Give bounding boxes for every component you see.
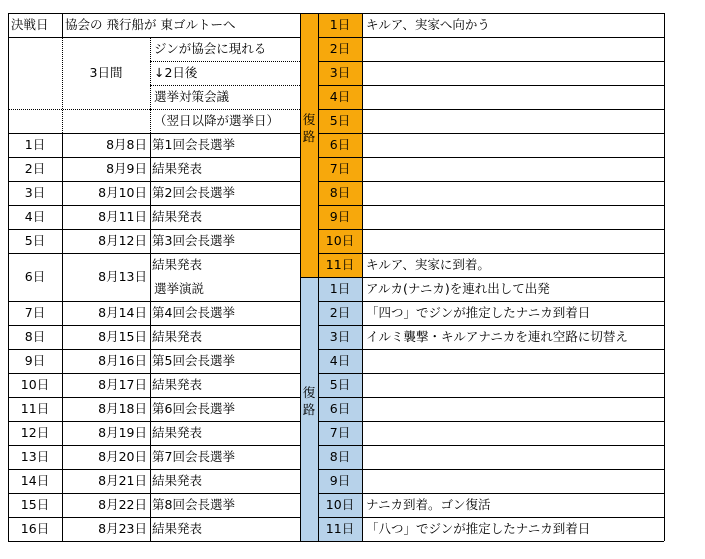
return-note bbox=[362, 349, 664, 373]
grid-line bbox=[362, 517, 664, 518]
date-label: 8月20日 bbox=[98, 448, 147, 464]
grid-line bbox=[318, 421, 362, 422]
outbound-day: 6日 bbox=[329, 136, 351, 152]
grid-line bbox=[664, 13, 665, 541]
grid-line bbox=[362, 61, 664, 62]
outbound-day: 8日 bbox=[329, 184, 351, 200]
grid-line bbox=[318, 61, 362, 62]
event-label: 第7回会長選挙 bbox=[152, 448, 235, 464]
grid-line bbox=[8, 517, 62, 518]
return-note bbox=[362, 421, 664, 445]
day-label: 15日 bbox=[20, 496, 50, 512]
grid-line bbox=[62, 181, 150, 182]
return-note: イルミ襲撃・キルアナニカを連れ空路に切替え bbox=[366, 328, 628, 344]
return-note bbox=[362, 397, 664, 421]
header-title: 協会の 飛行船が 東ゴルトーへ bbox=[65, 16, 236, 32]
day-label: 14日 bbox=[20, 472, 50, 488]
outbound-day: 11日 bbox=[325, 256, 355, 272]
grid-line bbox=[318, 469, 362, 470]
event-label: 第5回会長選挙 bbox=[152, 352, 235, 368]
grid-line bbox=[318, 397, 362, 398]
grid-line bbox=[62, 493, 150, 494]
outbound-note bbox=[362, 109, 664, 133]
grid-line bbox=[8, 205, 62, 206]
vertical-label-char: 復 bbox=[302, 385, 316, 400]
grid-line bbox=[318, 277, 362, 278]
grid-line bbox=[62, 253, 150, 254]
event-label: 第6回会長選挙 bbox=[152, 400, 235, 416]
event-label: 結果発表 bbox=[152, 256, 203, 272]
grid-line bbox=[300, 277, 318, 278]
grid-line bbox=[362, 469, 664, 470]
grid-line bbox=[8, 157, 62, 158]
day-label: 16日 bbox=[20, 520, 50, 536]
return-note: アルカ(ナニカ)を連れ出して出発 bbox=[366, 280, 550, 296]
event-label: 結果発表 bbox=[152, 208, 203, 224]
grid-line bbox=[318, 493, 362, 494]
date-label: 8月17日 bbox=[98, 376, 147, 392]
return-day: 8日 bbox=[329, 448, 351, 464]
grid-line bbox=[318, 13, 319, 541]
return-day: 3日 bbox=[329, 328, 351, 344]
grid-line bbox=[150, 85, 300, 86]
grid-line bbox=[62, 205, 150, 206]
return-day: 1日 bbox=[329, 280, 351, 296]
grid-line bbox=[62, 37, 150, 38]
grid-line bbox=[362, 277, 664, 278]
day-label: 4日 bbox=[24, 208, 46, 224]
event-label: 第1回会長選挙 bbox=[152, 136, 235, 152]
grid-line bbox=[362, 421, 664, 422]
grid-line bbox=[62, 229, 150, 230]
outbound-label bbox=[300, 112, 318, 146]
grid-line bbox=[362, 349, 664, 350]
grid-line bbox=[62, 13, 150, 14]
grid-line bbox=[318, 349, 362, 350]
grid-line bbox=[62, 325, 150, 326]
grid-line bbox=[150, 301, 300, 302]
grid-line bbox=[150, 253, 300, 254]
grid-line bbox=[318, 541, 362, 542]
grid-line bbox=[62, 157, 150, 158]
vertical-label-char: 路 bbox=[302, 401, 316, 417]
day-label: 9日 bbox=[24, 352, 46, 368]
grid-line bbox=[8, 349, 62, 350]
outbound-note bbox=[362, 61, 664, 85]
return-day: 7日 bbox=[329, 424, 351, 440]
grid-line bbox=[318, 157, 362, 158]
grid-line bbox=[62, 517, 150, 518]
date-label: 8月22日 bbox=[98, 496, 147, 512]
grid-line bbox=[318, 37, 362, 38]
grid-line bbox=[150, 325, 300, 326]
outbound-day: 10日 bbox=[325, 232, 355, 248]
grid-line bbox=[150, 541, 300, 542]
intro-event: ジンが協会に現れる bbox=[154, 40, 267, 56]
return-day: 9日 bbox=[329, 472, 351, 488]
grid-line bbox=[62, 397, 150, 398]
return-day: 11日 bbox=[325, 520, 355, 536]
grid-line bbox=[62, 13, 63, 37]
grid-line bbox=[150, 13, 300, 14]
outbound-note bbox=[362, 205, 664, 229]
day-label: 5日 bbox=[24, 232, 46, 248]
grid-line bbox=[150, 421, 300, 422]
day-label: 2日 bbox=[24, 160, 46, 176]
grid-line bbox=[318, 325, 362, 326]
return-note bbox=[362, 445, 664, 469]
grid-line bbox=[62, 421, 150, 422]
day-label: 13日 bbox=[20, 448, 50, 464]
grid-line bbox=[318, 445, 362, 446]
grid-line bbox=[62, 373, 150, 374]
grid-line bbox=[150, 517, 300, 518]
grid-line bbox=[8, 445, 62, 446]
grid-line bbox=[62, 133, 150, 134]
date-label: 8月15日 bbox=[98, 328, 147, 344]
event-label: 結果発表 bbox=[152, 160, 203, 176]
return-label bbox=[300, 385, 318, 419]
grid-line bbox=[8, 133, 62, 134]
grid-line bbox=[362, 85, 664, 86]
vertical-label-char: 路 bbox=[302, 128, 316, 144]
grid-line bbox=[8, 13, 9, 541]
grid-line bbox=[318, 181, 362, 182]
grid-line bbox=[8, 253, 62, 254]
grid-line bbox=[8, 421, 62, 422]
grid-line bbox=[8, 181, 62, 182]
grid-line bbox=[300, 13, 318, 14]
return-day: 6日 bbox=[329, 400, 351, 416]
grid-line bbox=[150, 109, 300, 110]
grid-line bbox=[150, 37, 300, 38]
return-note: 「八つ」でジンが推定したナニカ到着日 bbox=[366, 520, 591, 536]
grid-line bbox=[8, 373, 62, 374]
outbound-day: 3日 bbox=[329, 64, 351, 80]
return-day: 2日 bbox=[329, 304, 351, 320]
event-label: 結果発表 bbox=[152, 328, 203, 344]
grid-line bbox=[362, 325, 664, 326]
grid-line bbox=[62, 541, 150, 542]
grid-line bbox=[8, 13, 62, 14]
grid-line bbox=[362, 133, 664, 134]
grid-line bbox=[62, 37, 63, 133]
grid-line bbox=[318, 133, 362, 134]
grid-line bbox=[150, 205, 300, 206]
grid-line bbox=[362, 301, 664, 302]
date-label: 8月23日 bbox=[98, 520, 147, 536]
grid-line bbox=[62, 445, 150, 446]
grid-line bbox=[8, 37, 62, 38]
day-label: 11日 bbox=[20, 400, 50, 416]
outbound-note bbox=[362, 181, 664, 205]
return-note: 「四つ」でジンが推定したナニカ到着日 bbox=[366, 304, 591, 320]
return-day: 10日 bbox=[325, 496, 355, 512]
grid-line bbox=[150, 373, 300, 374]
day-label: 3日 bbox=[24, 184, 46, 200]
date-label: 8月10日 bbox=[98, 184, 147, 200]
grid-line bbox=[362, 109, 664, 110]
outbound-note bbox=[362, 157, 664, 181]
event-label: 第3回会長選挙 bbox=[152, 232, 235, 248]
event-label: 結果発表 bbox=[152, 472, 203, 488]
grid-line bbox=[318, 301, 362, 302]
header-day-label: 決戦日 bbox=[11, 16, 49, 32]
date-label: 8月12日 bbox=[98, 232, 147, 248]
intro-period-label: 3日間 bbox=[89, 64, 123, 80]
date-label: 8月16日 bbox=[98, 352, 147, 368]
grid-line bbox=[362, 37, 664, 38]
intro-event: （翌日以降が選挙日） bbox=[154, 112, 280, 128]
grid-line bbox=[318, 517, 362, 518]
date-label: 8月11日 bbox=[98, 208, 147, 224]
day-label: 10日 bbox=[20, 376, 50, 392]
grid-line bbox=[362, 445, 664, 446]
grid-line bbox=[62, 349, 150, 350]
day-label: 8日 bbox=[24, 328, 46, 344]
grid-line bbox=[150, 349, 300, 350]
event-label: 結果発表 bbox=[152, 376, 203, 392]
grid-line bbox=[362, 541, 664, 542]
event-label: 第2回会長選挙 bbox=[152, 184, 235, 200]
grid-line bbox=[150, 493, 300, 494]
day-label: 12日 bbox=[20, 424, 50, 440]
grid-line bbox=[150, 445, 300, 446]
grid-line bbox=[318, 205, 362, 206]
outbound-note bbox=[362, 85, 664, 109]
outbound-note bbox=[362, 133, 664, 157]
return-note bbox=[362, 373, 664, 397]
grid-line bbox=[362, 493, 664, 494]
grid-line bbox=[150, 397, 300, 398]
grid-line bbox=[362, 229, 664, 230]
date-label: 8月8日 bbox=[106, 136, 147, 152]
outbound-day: 5日 bbox=[329, 112, 351, 128]
outbound-note: キルア、実家に到着。 bbox=[366, 256, 490, 272]
grid-line bbox=[8, 493, 62, 494]
grid-line bbox=[362, 397, 664, 398]
grid-line bbox=[362, 157, 664, 158]
intro-event: 選挙対策会議 bbox=[154, 88, 230, 104]
date-label: 8月13日 bbox=[98, 268, 147, 284]
grid-line bbox=[150, 133, 151, 541]
grid-line bbox=[300, 541, 318, 542]
grid-line bbox=[8, 325, 62, 326]
grid-line bbox=[150, 469, 300, 470]
grid-line bbox=[62, 301, 150, 302]
return-day: 4日 bbox=[329, 352, 351, 368]
grid-line bbox=[150, 37, 151, 133]
outbound-note: キルア、実家へ向かう bbox=[366, 16, 490, 32]
grid-line bbox=[150, 61, 300, 62]
grid-line bbox=[62, 133, 63, 541]
date-label: 8月21日 bbox=[98, 472, 147, 488]
grid-line bbox=[150, 157, 300, 158]
grid-line bbox=[318, 13, 362, 14]
grid-line bbox=[362, 253, 664, 254]
outbound-day: 4日 bbox=[329, 88, 351, 104]
grid-line bbox=[318, 85, 362, 86]
grid-line bbox=[150, 229, 300, 230]
date-label: 8月14日 bbox=[98, 304, 147, 320]
outbound-day: 7日 bbox=[329, 160, 351, 176]
grid-line bbox=[362, 181, 664, 182]
grid-line bbox=[300, 13, 301, 541]
grid-line bbox=[8, 229, 62, 230]
vertical-label-char: 復 bbox=[302, 112, 316, 127]
event-label: 第8回会長選挙 bbox=[152, 496, 235, 512]
grid-line bbox=[8, 469, 62, 470]
day-label: 6日 bbox=[24, 268, 46, 284]
day-label: 7日 bbox=[24, 304, 46, 320]
grid-line bbox=[362, 373, 664, 374]
return-note bbox=[362, 469, 664, 493]
grid-line bbox=[318, 229, 362, 230]
outbound-day: 2日 bbox=[329, 40, 351, 56]
grid-line bbox=[362, 205, 664, 206]
grid-line bbox=[362, 13, 664, 14]
day-label: 1日 bbox=[24, 136, 46, 152]
outbound-note bbox=[362, 37, 664, 61]
grid-line bbox=[8, 397, 62, 398]
outbound-note bbox=[362, 229, 664, 253]
intro-event: ↓2日後 bbox=[154, 64, 198, 80]
date-label: 8月19日 bbox=[98, 424, 147, 440]
grid-line bbox=[318, 253, 362, 254]
return-note: ナニカ到着。ゴン復活 bbox=[366, 496, 491, 512]
grid-line bbox=[362, 13, 363, 541]
event-label: 結果発表 bbox=[152, 520, 203, 536]
event-label: 選挙演説 bbox=[154, 280, 205, 296]
return-day: 5日 bbox=[329, 376, 351, 392]
grid-line bbox=[8, 541, 62, 542]
grid-line bbox=[62, 469, 150, 470]
date-label: 8月18日 bbox=[98, 400, 147, 416]
date-label: 8月9日 bbox=[106, 160, 147, 176]
grid-line bbox=[150, 133, 300, 134]
grid-line bbox=[8, 109, 150, 110]
outbound-day: 9日 bbox=[329, 208, 351, 224]
event-label: 結果発表 bbox=[152, 424, 203, 440]
grid-line bbox=[150, 181, 300, 182]
grid-line bbox=[318, 373, 362, 374]
outbound-day: 1日 bbox=[329, 16, 351, 32]
grid-line bbox=[8, 301, 62, 302]
event-label: 第4回会長選挙 bbox=[152, 304, 235, 320]
grid-line bbox=[318, 109, 362, 110]
